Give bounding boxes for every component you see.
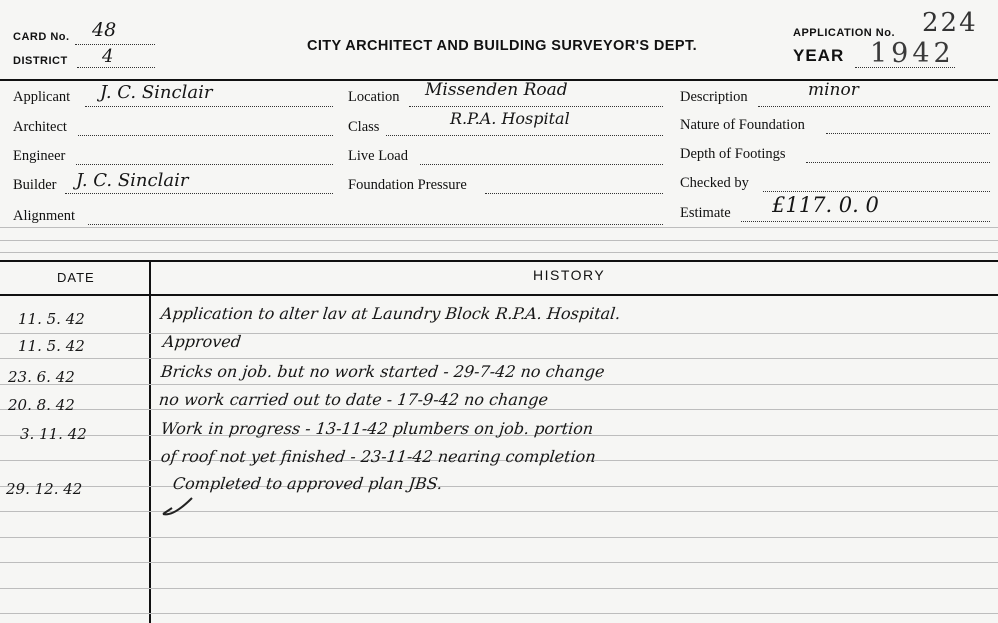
tick-mark-icon — [160, 494, 196, 520]
history-date: 3. 11. 42 — [20, 425, 87, 443]
foundation-pressure-label: Foundation Pressure — [348, 177, 467, 193]
applicant-dots — [85, 106, 333, 107]
date-column-divider — [149, 262, 151, 623]
department-title: CITY ARCHITECT AND BUILDING SURVEYOR'S DEPT. — [307, 38, 698, 54]
district-value: 4 — [102, 46, 114, 67]
architect-dots — [78, 135, 333, 136]
district-dots — [77, 67, 155, 68]
history-date: 11. 5. 42 — [18, 310, 85, 328]
class-label: Class — [348, 119, 380, 135]
year-label: YEAR — [793, 46, 845, 65]
applicant-value: J. C. Sinclair — [100, 82, 213, 103]
history-date: 23. 6. 42 — [8, 368, 75, 386]
application-no-value: 224 — [922, 8, 978, 38]
history-date: 29. 12. 42 — [6, 480, 83, 498]
class-dots — [386, 135, 663, 136]
builder-value: J. C. Sinclair — [76, 170, 189, 191]
engineer-dots — [76, 164, 333, 165]
description-value: minor — [808, 80, 859, 100]
nature-of-foundation-dots — [826, 133, 990, 134]
class-value: R.P.A. Hospital — [450, 109, 570, 128]
estimate-dots — [741, 221, 990, 222]
engineer-label: Engineer — [13, 148, 66, 164]
location-value: Missenden Road — [425, 80, 568, 100]
history-date: 11. 5. 42 — [18, 337, 85, 355]
description-dots — [758, 106, 990, 107]
date-header: DATE — [57, 270, 95, 285]
estimate-label: Estimate — [680, 205, 731, 221]
architect-label: Architect — [13, 119, 67, 135]
application-no-label: APPLICATION No. — [793, 27, 896, 39]
depth-of-footings-dots — [806, 162, 990, 163]
foundation-pressure-dots — [485, 193, 663, 194]
nature-of-foundation-label: Nature of Foundation — [680, 117, 805, 133]
card-no-label: CARD No. — [13, 31, 70, 43]
history-text: no work carried out to date - 17-9-42 no change — [158, 390, 549, 409]
alignment-dots — [88, 224, 663, 225]
description-label: Description — [680, 89, 748, 105]
checked-by-label: Checked by — [680, 175, 749, 191]
location-dots — [409, 106, 663, 107]
applicant-label: Applicant — [13, 89, 71, 105]
card-no-dots — [75, 44, 155, 45]
history-text: Application to alter lav at Laundry Block R.P.A. Hospital. — [160, 304, 622, 323]
table-header-rule — [0, 294, 998, 296]
history-header: HISTORY — [533, 267, 606, 283]
builder-dots — [65, 193, 333, 194]
card-no-value: 48 — [92, 19, 117, 41]
history-text: of roof not yet finished - 23-11-42 nearing completion — [160, 447, 597, 466]
checked-by-dots — [763, 191, 990, 192]
history-date: 20. 8. 42 — [8, 396, 75, 414]
estimate-value: £117. 0. 0 — [772, 193, 879, 217]
builder-label: Builder — [13, 177, 57, 193]
history-text: Approved — [162, 332, 243, 351]
depth-of-footings-label: Depth of Footings — [680, 146, 786, 162]
location-label: Location — [348, 89, 400, 105]
year-value: 1942 — [870, 38, 955, 69]
live-load-label: Live Load — [348, 148, 408, 164]
district-label: DISTRICT — [13, 55, 68, 67]
live-load-dots — [420, 164, 663, 165]
alignment-label: Alignment — [13, 208, 76, 224]
history-text: Work in progress - 13-11-42 plumbers on job. portion — [160, 419, 595, 438]
history-text: Completed to approved plan JBS. — [172, 474, 444, 493]
history-text: Bricks on job. but no work started - 29-7-42 no change — [160, 362, 606, 381]
